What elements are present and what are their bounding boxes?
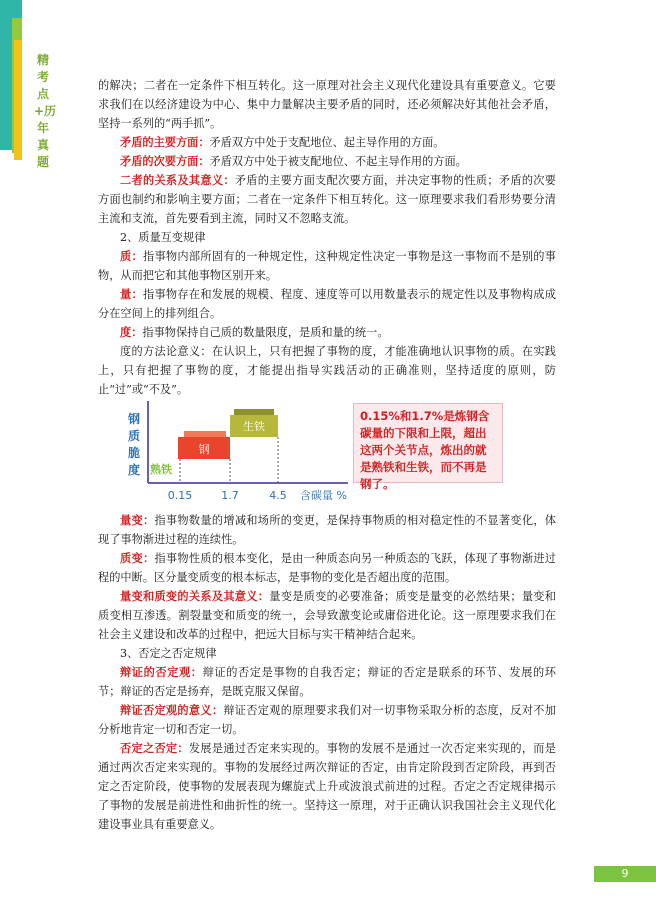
y-label-4: 度 bbox=[128, 463, 141, 477]
term-text: 矛盾的主要方面支配次要方面，并决定事物的性质；矛盾的次要方面也制约和影响主要方面；二者在一定条件下相互转化。这一原理要求我们看形势要分清主流和支流，首先要看到主流，同时又不忽略支流。 bbox=[98, 174, 556, 225]
term-text: 发展是通过否定来实现的。事物的发展不是通过一次否定来实现的，而是通过两次否定来实现的。事物的发展经过两次辩证的否定，由肯定阶段到否定阶段，再到否定之否定阶段，使事物的发展表现为螺旋式上升或波浪式前进的过程。否定之否定规律揭示了事物的发展是前进性和曲折性的统一。坚持这一原理，对于正确认识我国社会主义现代化建设事业具有重要意义。 bbox=[98, 742, 556, 831]
paragraph bbox=[98, 285, 556, 323]
paragraph bbox=[98, 663, 556, 701]
term-text: 指事物数量的增减和场所的变更，是保持事物质的相对稳定性的不显著变化，体现了事物渐进过程的连续性。 bbox=[98, 514, 556, 546]
decor-bar-yellow bbox=[14, 40, 22, 160]
carbon-steel-chart bbox=[98, 401, 556, 511]
term-heading: 质变： bbox=[120, 551, 155, 565]
y-label-1: 钢 bbox=[128, 412, 141, 426]
label-wrought-iron: 熟铁 bbox=[150, 463, 172, 476]
term-text: 指事物存在和发展的规模、程度、速度等可以用数量表示的规定性以及事物构成成分在空间上的排列组合。 bbox=[98, 288, 556, 320]
term-text: 矛盾双方中处于被支配地位、不起主导作用的方面。 bbox=[209, 155, 467, 168]
x-label: 含碳量 % bbox=[300, 489, 347, 502]
y-label-2: 质 bbox=[128, 429, 141, 443]
term-heading: 量变： bbox=[120, 513, 155, 527]
paragraph bbox=[98, 587, 556, 644]
y-label-3: 脆 bbox=[128, 446, 141, 460]
term-text: 指事物内部所固有的一种规定性，这种规定性决定一事物是这一事物而不是别的事物，从而把它和其他事物区别开来。 bbox=[98, 250, 556, 282]
paragraph bbox=[98, 701, 556, 739]
term-text: 指事物性质的根本变化，是由一种质态向另一种质态的飞跃，体现了事物渐进过程的中断。区分量变质变的根本标志，是事物的变化是否超出度的范围。 bbox=[98, 552, 556, 584]
section-heading: 3、否定之否定规律 bbox=[120, 647, 217, 660]
main-content bbox=[98, 76, 556, 834]
sidebar-label: 精考点+历年真题 bbox=[34, 53, 57, 169]
page-number: 9 bbox=[594, 866, 656, 882]
section-heading: 2、质量互变规律 bbox=[120, 231, 206, 244]
paragraph bbox=[98, 549, 556, 587]
term-heading: 否定之否定： bbox=[120, 741, 189, 755]
x-tick: 1.7 bbox=[221, 489, 239, 502]
term-text: 量变是质变的必要准备；质变是量变的必然结果；量变和质变相互渗透。割裂量变和质变的统一，会导致激变论或庸俗进化论。这一原理要求我们在社会主义建设和改革的过程中，把远大目标与实干精神结合起来。 bbox=[98, 590, 556, 641]
term-heading: 矛盾的次要方面： bbox=[120, 154, 210, 168]
chart-svg bbox=[120, 401, 370, 509]
paragraph: 的解决；二者在一定条件下相互转化。这一原理对社会主义现代化建设具有重要意义。它要求我们在以经济建设为中心、集中力量解决主要矛盾的同时，还必须解决好其他社会矛盾，坚持一系列的“两手抓”。 bbox=[98, 79, 556, 130]
term-text: 辩证的否定是事物的自我否定；辩证的否定是联系的环节、发展的环节；辩证的否定是扬弃，是既克服又保留。 bbox=[98, 666, 556, 698]
term-heading: 质： bbox=[120, 249, 143, 263]
bar-label-pigiron: 生铁 bbox=[243, 420, 265, 433]
term-heading: 量变和质变的关系及其意义： bbox=[120, 589, 270, 603]
paragraph bbox=[98, 323, 556, 342]
x-tick: 0.15 bbox=[167, 489, 193, 502]
term-heading: 度： bbox=[120, 325, 143, 339]
paragraph bbox=[98, 152, 556, 171]
paragraph bbox=[98, 247, 556, 285]
paragraph: 度的方法论意义：在认识上，只有把握了事物的度，才能准确地认识事物的质。在实践上，只有把握了事物的度，才能提出指导实践活动的正确准则，坚持适度的原则，防止“过”或“不及”。 bbox=[98, 345, 556, 396]
term-heading: 矛盾的主要方面： bbox=[120, 135, 210, 149]
term-heading: 辩证否定观的意义： bbox=[120, 703, 224, 717]
paragraph bbox=[98, 133, 556, 152]
paragraph bbox=[98, 739, 556, 834]
term-text: 指事物保持自己质的数量限度，是质和量的统一。 bbox=[142, 326, 389, 339]
bar-label-steel: 钢 bbox=[198, 443, 210, 456]
term-heading: 二者的关系及其意义： bbox=[120, 173, 235, 187]
term-text: 辩证否定观的原理要求我们对一切事物采取分析的态度，反对不加分析地肯定一切和否定一切。 bbox=[98, 704, 556, 736]
term-heading: 辩证的否定观： bbox=[120, 665, 203, 679]
paragraph bbox=[98, 171, 556, 228]
term-text: 矛盾双方中处于支配地位、起主导作用的方面。 bbox=[209, 136, 445, 149]
paragraph bbox=[98, 511, 556, 549]
chart-note: 0.15%和1.7%是炼钢含碳量的下限和上限，超出这两个关节点，炼出的就是熟铁和生铁，而不再是钢了。 bbox=[353, 403, 503, 483]
term-heading: 量： bbox=[120, 287, 143, 301]
x-tick: 4.5 bbox=[269, 489, 287, 502]
